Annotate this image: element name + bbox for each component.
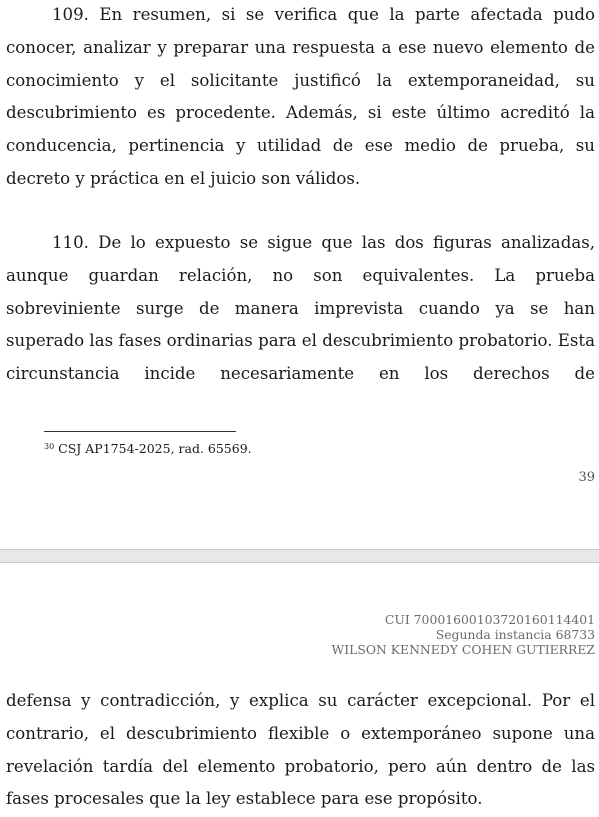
document-page-40 [0, 563, 599, 817]
header-party: WILSON KENNEDY COHEN GUTIERREZ [331, 642, 595, 657]
footnote-separator [44, 431, 236, 432]
page-header [332, 612, 596, 657]
footnote [44, 437, 252, 459]
paragraph-continuation: defensa y contradicción, y explica su carácter excepcional. Por el contrario, el descubrimiento flexible o extemporáneo supone una revelación tardía del elemento probatorio, pero aún dentro de las fases procesales que la ley establece para ese propósito. [6, 691, 595, 809]
header-cui: CUI 70001600103720160114401 [384, 612, 595, 627]
footnote-text: CSJ AP1754-2025, rad. 65569. [58, 441, 252, 456]
footnote-number: 30 [44, 442, 55, 451]
page-separator [0, 549, 599, 563]
paragraph-110: 110. De lo expuesto se sigue que las dos figuras analizadas, aunque guardan relación, no son equivalentes. La prueba sobreviniente surge de manera imprevista cuando ya se han superado las fases ordinarias para el descubrimiento probatorio. Esta circunstancia incide necesariamente en los derechos de [6, 233, 595, 384]
header-instance: Segunda instancia 68733 [435, 627, 595, 642]
paragraph-109: 109. En resumen, si se verifica que la parte afectada pudo conocer, analizar y preparar una respuesta a ese nuevo elemento de conocimiento y el solicitante justificó la extemporaneidad, su descubrimiento es procedente. Además, si este último acreditó la conducencia, pertinencia y utilidad de ese medio de prueba, su decreto y práctica en el juicio son válidos. [6, 5, 595, 188]
page-number: 39 [578, 470, 595, 485]
